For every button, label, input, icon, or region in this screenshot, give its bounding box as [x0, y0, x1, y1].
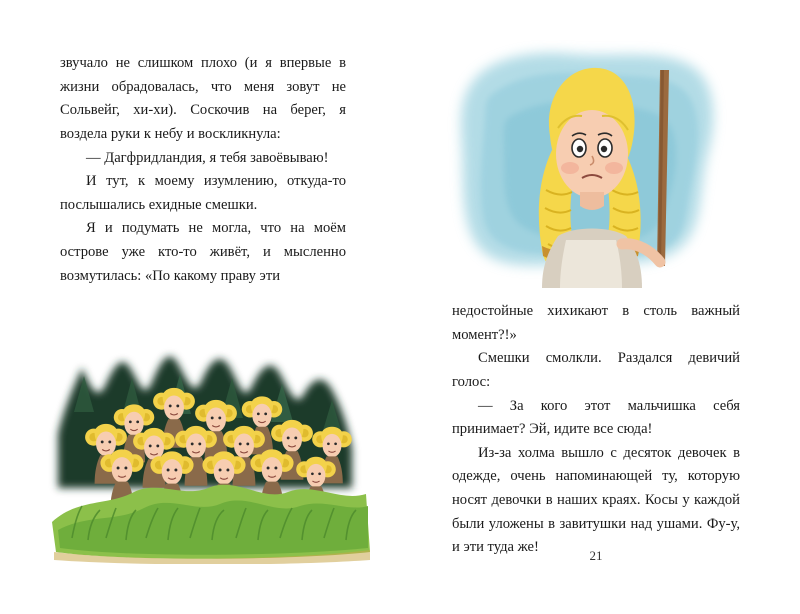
paragraph: звучало не слишком плохо (и я впервые в жизни обрадовалась, что меня зовут не Сольвейг, хи-хи). Соскочив на берег, я воздела руки к небу и воскликнула: — [60, 55, 346, 142]
paragraph: — За кого этот мальчишка себя принимает? Эй, идите все сюда! — [452, 397, 740, 438]
right-text-column — [452, 300, 740, 560]
paragraph: Из-за холма вышло с десяток девочек в одежде, очень напоминающей ту, которую носят девочки в наших краях. Косы у каждой были уложены в завитушки над ушами. Фу-у, и эти туда же! — [452, 444, 740, 556]
left-text-column — [60, 52, 346, 288]
paragraph: недостойные хихикают в столь важный момент?!» — [452, 303, 740, 343]
girls-in-grass-illustration — [48, 316, 378, 564]
paragraph: Я и подумать не могла, что на моём острове уже кто-то живёт, и мысленно возмутилась: «По какому праву эти — [60, 220, 346, 284]
girl-with-staff-illustration — [446, 40, 746, 288]
paragraph: — Дагфридландия, я тебя завоёвываю! — [86, 149, 329, 166]
page-number: 21 — [589, 548, 603, 563]
paragraph: И тут, к моему изумлению, откуда-то послышались ехидные смешки. — [60, 173, 346, 213]
paragraph: Смешки смолкли. Раздался девичий голос: — [452, 350, 740, 390]
face-shape — [556, 110, 628, 198]
